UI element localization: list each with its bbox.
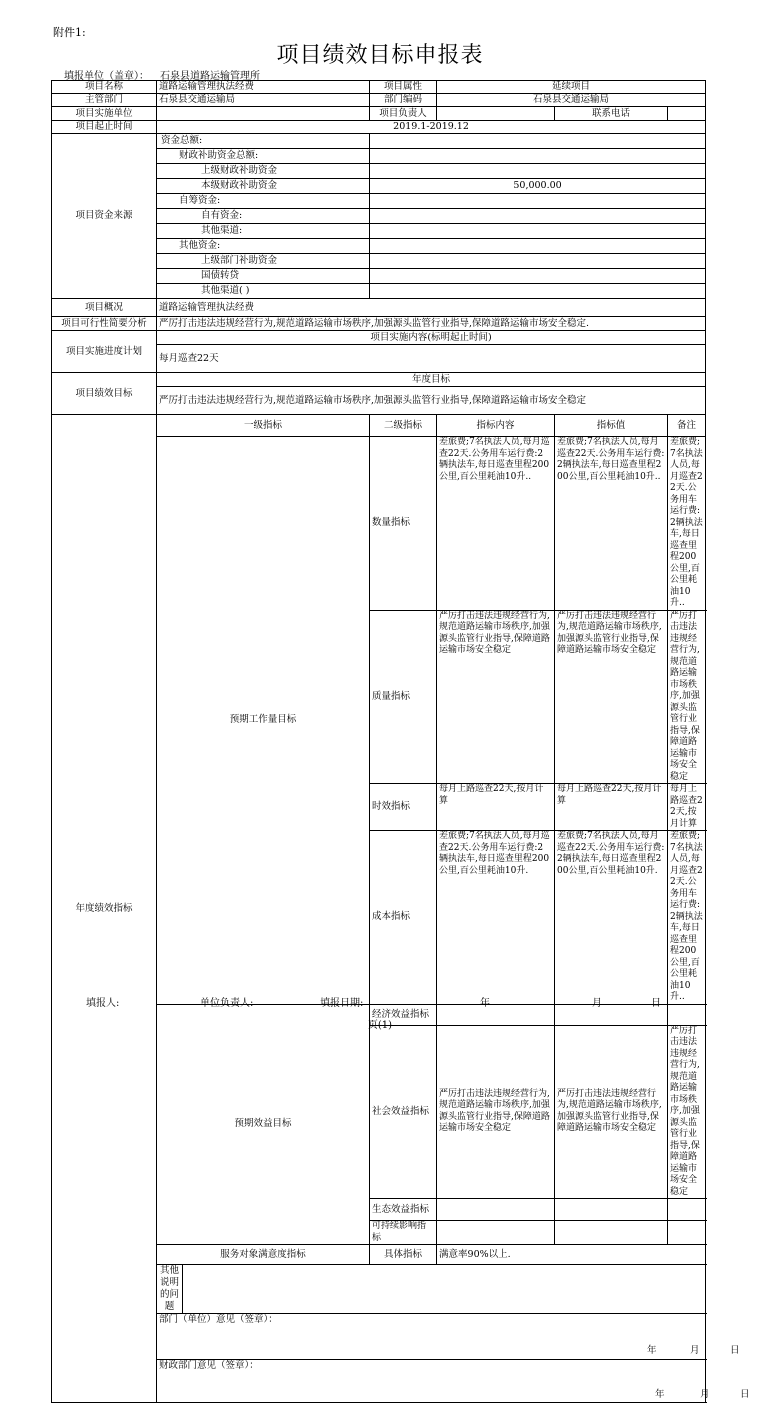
fund-item-value <box>370 194 706 209</box>
indicator-cost-content: 差旅费;7名执法人员,每月巡查22天.公务用车运行费:2辆执法车,每日巡查里程200公里,百公里耗油10升. <box>437 831 555 1005</box>
indicator-timeliness-content: 每月上路巡查22天,按月计算 <box>437 784 555 831</box>
fund-item-value <box>370 209 706 224</box>
indicator-timeliness-note: 每月上路巡查22天,按月计算 <box>668 784 706 831</box>
indicator-social-content: 严厉打击违法违规经营行为,规范道路运输市场秩序,加强源头监管行业指导,保障道路运输市场安全稳定 <box>437 1025 555 1199</box>
period-value: 2019.1-2019.12 <box>157 121 706 134</box>
fund-item-name: 上级部门补助资金 <box>157 254 370 269</box>
indicator-header-level2: 二级指标 <box>370 415 437 437</box>
indicator-cost-value: 差旅费;7名执法人员,每月巡查22天.公务用车运行费:2辆执法车,每日巡查里程200公里,百公里耗油10升. <box>555 831 668 1005</box>
fund-item-name: 本级财政补助资金 <box>157 179 370 194</box>
dept-code-label: 部门编码 <box>370 94 437 107</box>
finance-opinion-year: 年 <box>655 1389 665 1400</box>
feasibility-label: 项目可行性简要分析 <box>52 317 157 331</box>
indicator-quality-content: 严厉打击违法违规经营行为,规范道路运输市场秩序,加强源头监管行业指导,保障道路运输市场安全稳定 <box>437 610 555 784</box>
indicator-quantity-value: 差旅费;7名执法人员,每月巡查22天.公务用车运行费:2辆执法车,每日巡查里程200公里,百公里耗油10升.. <box>555 437 668 611</box>
footer-filler: 填报人: <box>86 998 120 1009</box>
dept-label: 主管部门 <box>52 94 157 107</box>
indicator-timeliness-name: 时效指标 <box>370 784 437 831</box>
indicator-quality-note: 严厉打击违法违规经营行为,规范道路运输市场秩序,加强源头监管行业指导,保障道路运输市场安全稳定 <box>668 610 706 784</box>
dept-code-value: 石泉县交通运输局 <box>437 94 706 107</box>
impl-unit-label: 项目实施单位 <box>52 107 157 121</box>
fund-item-name: 自筹资金: <box>157 194 370 209</box>
footer-year: 年 <box>480 998 490 1009</box>
phone-value <box>668 107 706 121</box>
overview-value: 道路运输管理执法经费 <box>157 299 706 317</box>
fund-item-name: 资金总额: <box>157 134 370 149</box>
fund-item-name: 其他渠道( ) <box>157 284 370 299</box>
fund-item-name: 上级财政补助资金 <box>157 164 370 179</box>
indicator-header-content: 指标内容 <box>437 415 555 437</box>
leader-label: 项目负责人 <box>370 107 437 121</box>
project-attribute-value: 延续项目 <box>437 81 706 94</box>
fund-item-value <box>370 224 706 239</box>
project-name-label: 项目名称 <box>52 81 157 94</box>
indicator-economic-name: 经济效益指标 <box>370 1004 437 1025</box>
finance-opinion-label: 财政部门意见（签章）： <box>159 1360 259 1371</box>
declaration-form <box>51 80 750 1403</box>
dept-opinion-box <box>157 1314 740 1360</box>
page-number: 页(1) <box>367 1020 393 1031</box>
fund-item-value <box>370 164 706 179</box>
indicator-satisfaction-name: 服务对象满意度指标 <box>157 1245 370 1265</box>
fund-item-name: 财政补助资金总额: <box>157 149 370 164</box>
indicator-satisfaction-value: 满意率90%以上. <box>437 1245 706 1265</box>
indicators-label: 年度绩效指标 <box>52 415 157 1403</box>
funds-label: 项目资金来源 <box>52 134 157 299</box>
finance-opinion-day: 日 <box>740 1389 750 1400</box>
overview-label: 项目概况 <box>52 299 157 317</box>
fund-item-value <box>370 284 706 299</box>
goal-label: 项目绩效目标 <box>52 373 157 415</box>
indicator-header-value: 指标值 <box>555 415 668 437</box>
filler-unit-value: 石泉县道路运输管理所 <box>160 71 260 82</box>
fund-item-name: 自有资金: <box>157 209 370 224</box>
impl-unit-value <box>157 107 370 121</box>
fund-item-name: 国债转贷 <box>157 269 370 284</box>
project-name-value: 道路运输管理执法经费 <box>157 81 370 94</box>
fund-item-value <box>370 134 706 149</box>
dept-opinion-label: 部门（单位）意见（签章）： <box>159 1314 278 1325</box>
dept-opinion-year: 年 <box>647 1345 657 1356</box>
indicator-social-name: 社会效益指标 <box>370 1025 437 1199</box>
fund-item-name: 其他渠道: <box>157 224 370 239</box>
indicator-cost-note: 差旅费;7名执法人员,每月巡查22天.公务用车运行费:2辆执法车,每日巡查里程200公里,百公里耗油10升.. <box>668 831 706 1005</box>
progress-label: 项目实施进度计划 <box>52 331 157 373</box>
feasibility-value: 严厉打击违法违规经营行为,规范道路运输市场秩序,加强源头监管行业指导,保障道路运输市场安全稳定. <box>157 317 706 331</box>
dept-opinion-month: 月 <box>690 1345 700 1356</box>
indicator-sustainable-name: 可持续影响指标 <box>370 1221 437 1245</box>
finance-opinion-box <box>157 1360 750 1403</box>
indicator-quantity-note: 差旅费;7名执法人员,每月巡查22天.公务用车运行费:2辆执法车,每日巡查里程200公里,百公里耗油10升.. <box>668 437 706 611</box>
dept-value: 石泉县交通运输局 <box>157 94 370 107</box>
indicator-quality-value: 严厉打击违法违规经营行为,规范道路运输市场秩序,加强源头监管行业指导,保障道路运输市场安全稳定 <box>555 610 668 784</box>
dept-opinion-day: 日 <box>730 1345 740 1356</box>
indicator-satisfaction-sub: 具体指标 <box>370 1245 437 1265</box>
footer-month: 月 <box>592 998 602 1009</box>
fund-item-value <box>370 269 706 284</box>
fund-item-value <box>370 149 706 164</box>
period-label: 项目起止时间 <box>52 121 157 134</box>
indicator-social-value: 严厉打击违法违规经营行为,规范道路运输市场秩序,加强源头监管行业指导,保障道路运输市场安全稳定 <box>555 1025 668 1199</box>
phone-label: 联系电话 <box>555 107 668 121</box>
indicator-header-note: 备注 <box>668 415 706 437</box>
fund-item-value <box>370 254 706 269</box>
indicator-ecological-name: 生态效益指标 <box>370 1199 437 1221</box>
fund-item-value <box>370 239 706 254</box>
indicator-quality-name: 质量指标 <box>370 610 437 784</box>
indicator-social-note: 严厉打击违法违规经营行为,规范道路运输市场秩序,加强源头监管行业指导,保障道路运输市场安全稳定 <box>668 1025 706 1199</box>
page-title: 项目绩效目标申报表 <box>276 43 484 68</box>
attachment-label: 附件1: <box>53 26 86 39</box>
progress-value: 每月巡查22天 <box>157 345 706 373</box>
fund-item-name: 其他资金: <box>157 239 370 254</box>
indicator-quantity-content: 差旅费;7名执法人员,每月巡查22天.公务用车运行费:2辆执法车,每日巡查里程200公里,百公里耗油10升.. <box>437 437 555 611</box>
other-issues-label: 其他说明的问题 <box>157 1265 183 1314</box>
footer-date-label: 填报日期: <box>320 998 364 1009</box>
finance-opinion-month: 月 <box>700 1389 710 1400</box>
leader-value <box>437 107 555 121</box>
fund-item-value: 50,000.00 <box>370 179 706 194</box>
indicator-timeliness-value: 每月上路巡查22天,按月计算 <box>555 784 668 831</box>
footer-unit-leader: 单位负责人: <box>200 998 254 1009</box>
footer-day: 日 <box>651 998 661 1009</box>
indicator-group-workload: 预期工作量目标 <box>157 437 370 1005</box>
goal-value: 严厉打击违法违规经营行为,规范道路运输市场秩序,加强源头监管行业指导,保障道路运输市场安全稳定 <box>157 387 706 415</box>
goal-header: 年度目标 <box>157 373 706 387</box>
indicator-header-level1: 一级指标 <box>157 415 370 437</box>
filler-unit-label: 填报单位（盖章）： <box>64 71 149 82</box>
project-attribute-label: 项目属性 <box>370 81 437 94</box>
indicator-cost-name: 成本指标 <box>370 831 437 1005</box>
progress-header: 项目实施内容(标明起止时间) <box>157 331 706 345</box>
indicator-quantity-name: 数量指标 <box>370 437 437 611</box>
indicator-group-benefit: 预期效益目标 <box>157 1004 370 1245</box>
